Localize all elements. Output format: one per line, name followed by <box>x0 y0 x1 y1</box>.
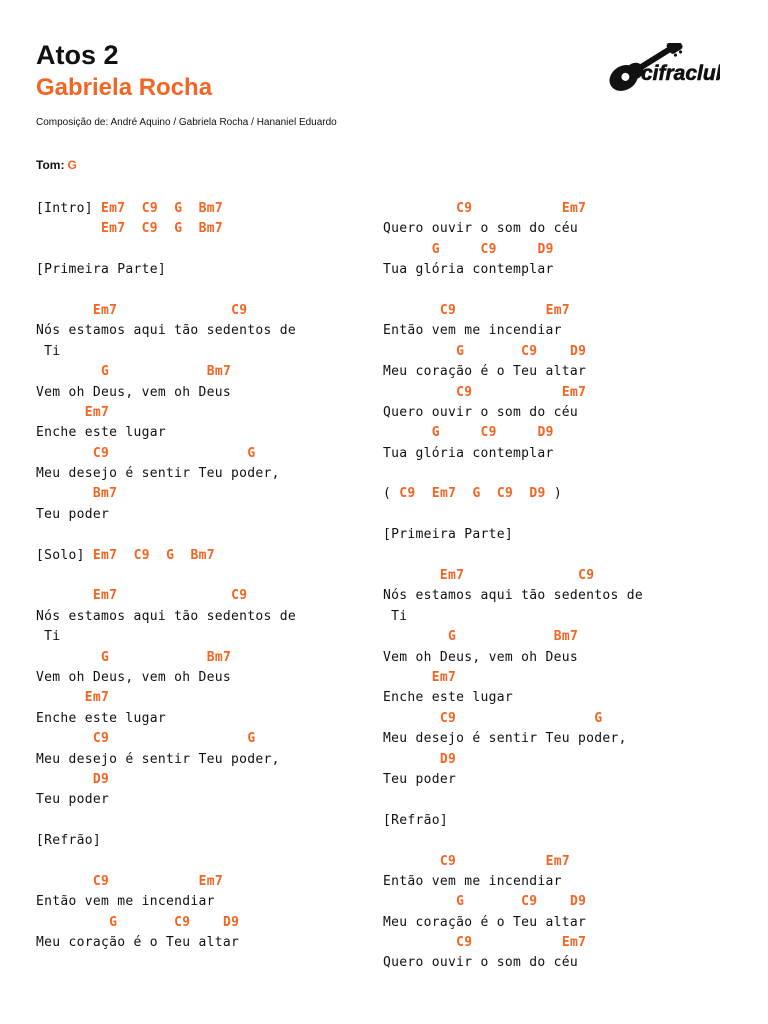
chord: Em7 <box>92 547 118 563</box>
chord: C9 <box>456 935 473 951</box>
lyric-line: Tua glória contemplar <box>383 445 554 461</box>
lyric-line: Nós estamos aqui tão sedentos de <box>36 608 297 624</box>
chord-line: ( C9 Em7 G C9 D9 ) <box>383 486 562 502</box>
blank-line <box>36 240 296 260</box>
chord: G <box>174 201 183 216</box>
chord: D9 <box>537 425 554 441</box>
chord: G <box>247 445 256 461</box>
lyric-line: Ti <box>383 608 408 624</box>
lyric-line: Nós estamos aqui tão sedentos de <box>383 588 644 604</box>
lyric-line: Enche este lugar <box>36 710 167 726</box>
key-value: G <box>67 158 77 172</box>
chord-line <box>383 566 643 586</box>
chord-line <box>383 423 643 443</box>
lyric-line: Enche este lugar <box>36 425 167 441</box>
lyric-line: Tua glória contemplar <box>383 262 554 278</box>
lyric-line: Meu desejo é sentir Teu poder, <box>383 731 627 747</box>
chord-line <box>36 586 296 606</box>
chord: G <box>431 425 440 441</box>
chord: Em7 <box>198 873 223 889</box>
chord-line <box>36 729 296 749</box>
chord: Em7 <box>431 486 457 502</box>
chord-line <box>36 484 296 504</box>
chord-line <box>36 362 296 382</box>
chord: Bm7 <box>198 201 224 216</box>
lyric-line: Teu poder <box>36 506 110 522</box>
lyric-line: [Primeira Parte] <box>383 527 514 543</box>
chord: C9 <box>439 302 457 318</box>
chord-line <box>383 383 643 403</box>
chord-line <box>36 444 296 464</box>
chord: C9 <box>174 914 191 930</box>
chord-line <box>383 852 643 872</box>
chord: G <box>456 894 465 910</box>
lyric-line: Ti <box>36 343 61 359</box>
lyric-line: Meu desejo é sentir Teu poder, <box>36 751 280 767</box>
chord: Em7 <box>92 588 118 604</box>
chord-line <box>383 199 643 219</box>
lyric-line: [Primeira Parte] <box>36 262 167 278</box>
chord: D9 <box>529 486 546 502</box>
key-label: Tom: <box>36 158 65 172</box>
chord-line <box>36 219 296 239</box>
chord: G <box>109 914 118 930</box>
chord: G <box>448 629 457 645</box>
chord: Em7 <box>431 669 457 685</box>
lyric-line: Vem oh Deus, vem oh Deus <box>36 384 232 400</box>
chord-line <box>383 342 643 362</box>
chord: G <box>247 731 256 747</box>
chord: D9 <box>439 751 457 767</box>
artist-name: Gabriela Rocha <box>36 74 213 101</box>
chord: Bm7 <box>206 649 232 665</box>
blank-line <box>383 831 643 851</box>
blank-line <box>383 464 643 484</box>
chord-line <box>36 403 296 423</box>
chord-line <box>383 627 643 647</box>
blank-line <box>383 546 643 566</box>
chord: Em7 <box>101 201 126 216</box>
composers-credit: Composição de: André Aquino / Gabriela Rocha / Hananiel Eduardo <box>36 117 337 128</box>
chord: D9 <box>569 894 587 910</box>
lyric-line: Teu poder <box>36 792 110 808</box>
chord: D9 <box>569 343 587 359</box>
chord: Bm7 <box>206 364 232 380</box>
chord: Bm7 <box>190 547 215 563</box>
chord: G <box>166 547 175 563</box>
chord: C9 <box>480 425 497 441</box>
chord: C9 <box>521 343 538 359</box>
chord: Em7 <box>545 302 570 318</box>
chord: G <box>456 343 465 359</box>
blank-line <box>36 811 296 831</box>
chord-line <box>383 709 643 729</box>
chord: C9 <box>399 486 416 502</box>
lyric-line: Quero ouvir o som do céu <box>383 404 579 420</box>
chord: Em7 <box>101 221 126 237</box>
chord: C9 <box>92 731 110 747</box>
chord: G <box>594 710 603 726</box>
lyric-line: Nós estamos aqui tão sedentos de <box>36 323 297 339</box>
chord: C9 <box>456 201 473 216</box>
chord: G <box>101 364 110 380</box>
lyric-line: Meu coração é o Teu altar <box>36 935 240 951</box>
chord: C9 <box>141 201 158 216</box>
chord: D9 <box>222 914 240 930</box>
chord: Bm7 <box>198 221 223 237</box>
blank-line <box>36 281 296 301</box>
lyric-line: Vem oh Deus, vem oh Deus <box>36 669 232 685</box>
chord: C9 <box>92 873 110 889</box>
chord: Em7 <box>561 384 587 400</box>
lyric-line: Então vem me incendiar <box>383 323 562 339</box>
lyric-line: Meu coração é o Teu altar <box>383 914 587 930</box>
lyric-line: [Refrão] <box>36 833 102 849</box>
chord-line <box>383 668 643 688</box>
chord: D9 <box>537 241 554 257</box>
cifraclub-logo <box>606 43 720 95</box>
chord: C9 <box>231 302 248 318</box>
chord: Em7 <box>439 568 465 584</box>
chord: Em7 <box>92 302 118 318</box>
chord: Em7 <box>561 935 587 951</box>
chord: C9 <box>456 384 473 400</box>
chord: G <box>431 241 440 257</box>
lyric-line: Então vem me incendiar <box>36 894 215 910</box>
chord: C9 <box>141 221 158 237</box>
blank-line <box>36 525 296 545</box>
chord: C9 <box>578 568 595 584</box>
chord: Em7 <box>84 690 110 706</box>
blank-line <box>36 852 296 872</box>
chord-line <box>36 913 296 933</box>
lyric-line: [Refrão] <box>383 812 449 828</box>
lyric-line: Enche este lugar <box>383 690 514 706</box>
chord-line <box>383 750 643 770</box>
blank-line <box>36 566 296 586</box>
lyric-line: Então vem me incendiar <box>383 873 562 889</box>
chord: C9 <box>92 445 110 461</box>
chord-line <box>36 648 296 668</box>
chord-line: [Solo] Em7 C9 G Bm7 <box>36 547 215 563</box>
chord: G <box>174 221 183 237</box>
guitar-icon <box>606 43 720 95</box>
chord: D9 <box>92 771 110 787</box>
lyric-line: Quero ouvir o som do céu <box>383 955 579 971</box>
chord-line <box>383 892 643 912</box>
chord: C9 <box>231 588 248 604</box>
song-key <box>36 157 77 173</box>
chord: Em7 <box>561 201 587 216</box>
chord-line <box>36 301 296 321</box>
chord-line <box>36 872 296 892</box>
chord-line: [Intro] Em7 C9 G Bm7 <box>36 201 224 216</box>
chord: G <box>472 486 481 502</box>
lyric-line: Vem oh Deus, vem oh Deus <box>383 649 579 665</box>
chord: C9 <box>439 710 457 726</box>
chord-line <box>383 301 643 321</box>
chord-line <box>36 688 296 708</box>
blank-line <box>383 505 643 525</box>
lyric-line: Ti <box>36 629 61 645</box>
chord-line <box>383 933 643 953</box>
chord: C9 <box>480 241 497 257</box>
chord: Em7 <box>84 404 110 420</box>
lyrics-column-right <box>383 199 643 974</box>
chord-line <box>383 240 643 260</box>
chord: Em7 <box>545 853 570 869</box>
chord: C9 <box>496 486 514 502</box>
blank-line <box>383 281 643 301</box>
lyric-line: Quero ouvir o som do céu <box>383 221 579 237</box>
chord: C9 <box>521 894 538 910</box>
chord-line <box>36 770 296 790</box>
lyric-line: Meu desejo é sentir Teu poder, <box>36 466 280 482</box>
chord: G <box>101 649 110 665</box>
lyric-line: Meu coração é o Teu altar <box>383 364 587 380</box>
song-title: Atos 2 <box>36 40 119 70</box>
chord: Bm7 <box>92 486 118 502</box>
logo-wordmark: cifraclub <box>641 62 720 85</box>
chord: Bm7 <box>553 629 579 645</box>
lyric-line: Teu poder <box>383 771 457 787</box>
chord: C9 <box>133 547 150 563</box>
chord: C9 <box>439 853 457 869</box>
lyrics-column-left <box>36 199 296 953</box>
blank-line <box>383 790 643 810</box>
